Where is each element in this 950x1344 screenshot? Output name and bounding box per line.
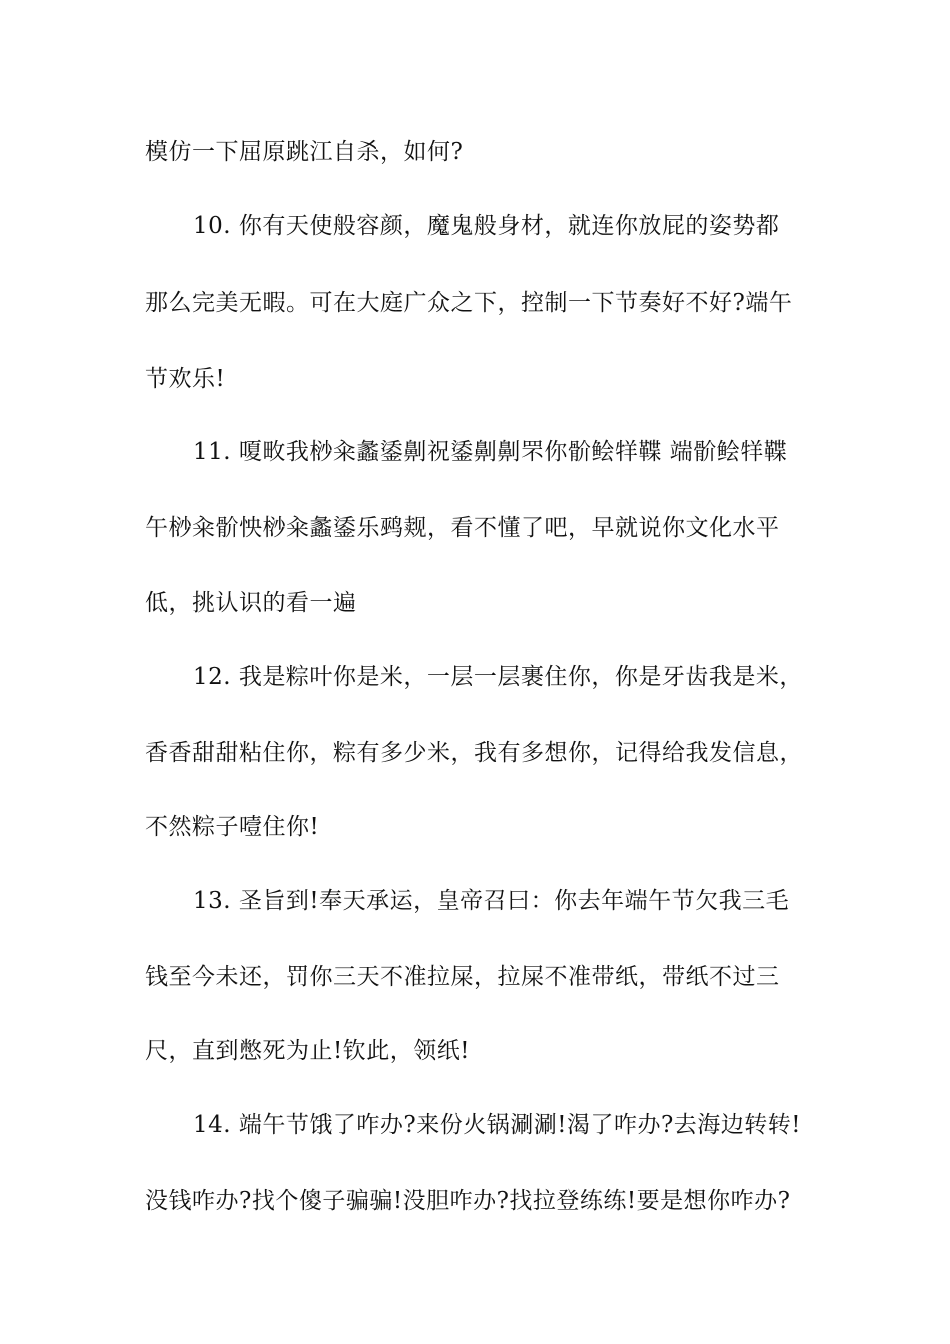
text-line-6: 午桫籴骱怏桫籴蠡鋈乐鹀觌，看不懂了吧，早就说你文化水平 <box>145 515 780 541</box>
text-line-item-11-start: 11. 嗄畋我桫籴蠡鋈劓祝鋈劓劓罘你骱鲙䍧鞢 端骱鲙䍧鞢 <box>193 439 788 465</box>
text-line-1: 模仿一下屈原跳江自杀，如何? <box>145 139 464 165</box>
text-line-13: 尺，直到憋死为止!钦此，领纸! <box>145 1038 470 1064</box>
text-line-item-13-start: 13. 圣旨到!奉天承运，皇帝召曰：你去年端午节欠我三毛 <box>193 888 790 914</box>
text-line-3: 那么完美无暇。可在大庭广众之下，控制一下节奏好不好?端午 <box>145 290 793 316</box>
text-line-9: 香香甜甜粘住你，粽有多少米，我有多想你，记得给我发信息， <box>145 740 803 766</box>
text-line-item-14-start: 14. 端午节饿了咋办?来份火锅涮涮!渴了咋办?去海边转转! <box>193 1112 802 1138</box>
text-line-4: 节欢乐! <box>145 366 226 392</box>
text-line-item-10-start: 10. 你有天使般容颜，魔鬼般身材，就连你放屁的姿势都 <box>193 213 780 239</box>
text-line-item-12-start: 12. 我是粽叶你是米，一层一层裹住你，你是牙齿我是米， <box>193 664 803 690</box>
text-line-7: 低，挑认识的看一遍 <box>145 590 357 616</box>
text-line-10: 不然粽子噎住你! <box>145 814 320 840</box>
text-line-15: 没钱咋办?找个傻子骗骗!没胆咋办?找拉登练练!要是想你咋办? <box>145 1188 791 1214</box>
text-line-12: 钱至今未还，罚你三天不准拉屎，拉屎不准带纸，带纸不过三 <box>145 964 780 990</box>
